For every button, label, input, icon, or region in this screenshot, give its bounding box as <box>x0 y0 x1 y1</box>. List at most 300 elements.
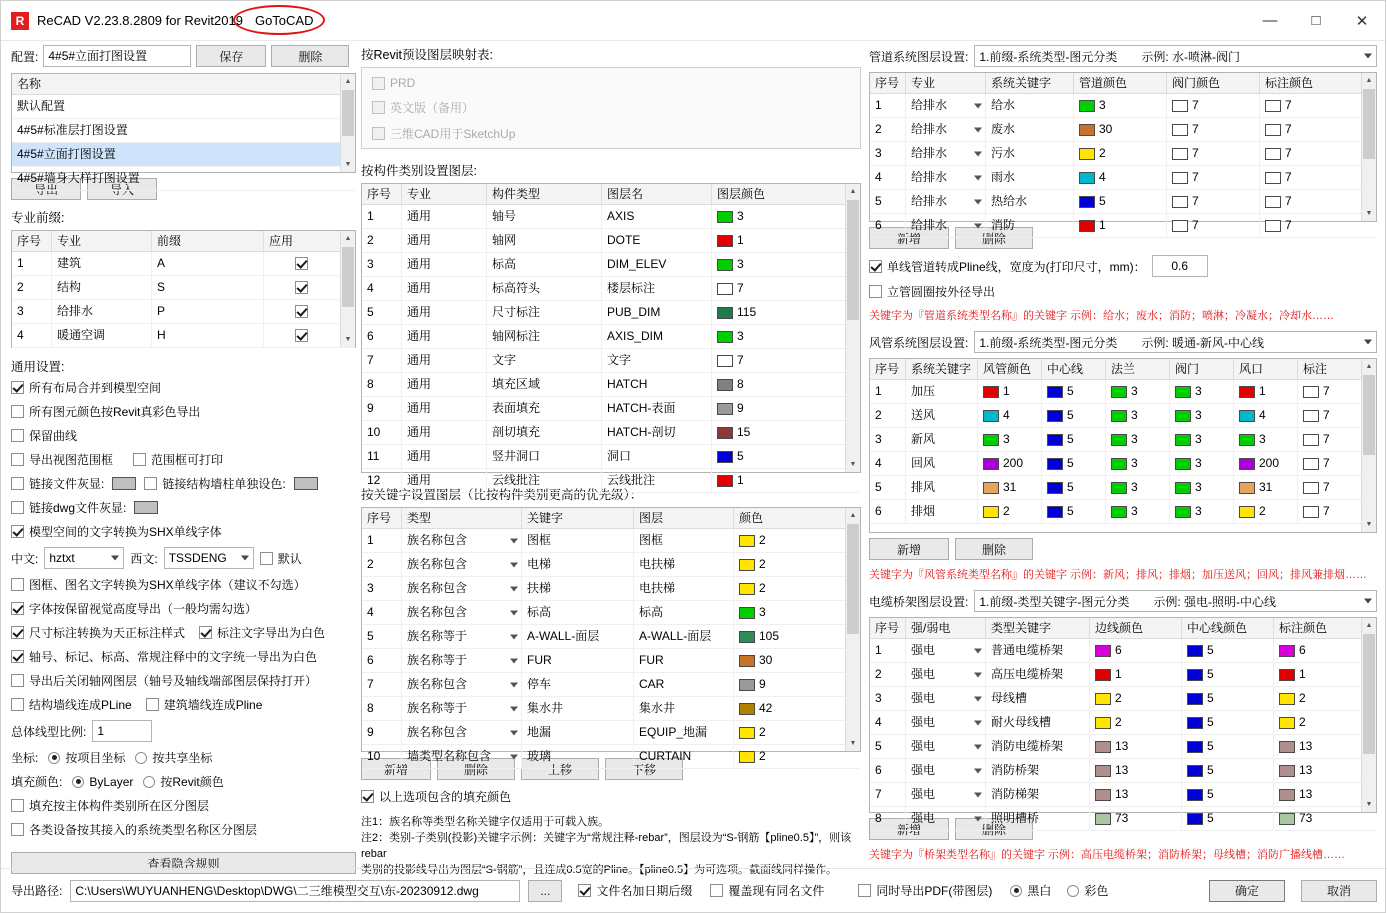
cell-flange-color-swatch[interactable] <box>1111 482 1127 494</box>
scroll-thumb[interactable] <box>1363 89 1375 159</box>
cell-duct-color-swatch[interactable] <box>983 458 999 470</box>
cell-keyword[interactable]: 普通电缆桥架 <box>986 639 1090 663</box>
cell-power-select[interactable] <box>911 759 985 783</box>
export-config-button[interactable]: 导出 <box>11 178 81 200</box>
cell-valve-color-swatch[interactable] <box>1172 220 1188 232</box>
cell-note-color[interactable] <box>1260 94 1340 118</box>
checkbox-icon[interactable] <box>11 602 24 615</box>
pipe-table-scrollbar[interactable] <box>1361 73 1376 221</box>
radio-icon[interactable] <box>72 776 84 788</box>
cell-layer-color-swatch[interactable] <box>717 235 733 247</box>
cell-major-select[interactable] <box>911 142 985 166</box>
checkbox-axis-text-white[interactable] <box>11 648 356 665</box>
cell-color-swatch[interactable] <box>739 655 755 667</box>
browse-button[interactable]: ... <box>528 880 562 902</box>
checkbox-icon[interactable] <box>11 381 24 394</box>
scroll-down-icon[interactable]: ▼ <box>341 332 355 347</box>
cell-major-select[interactable] <box>911 118 985 142</box>
checkbox-icon[interactable] <box>11 501 24 514</box>
checkbox-icon[interactable] <box>11 578 24 591</box>
scroll-up-icon[interactable]: ▲ <box>846 184 860 199</box>
cell-type[interactable] <box>402 625 522 649</box>
table-row[interactable] <box>362 577 860 601</box>
cell-layer-color-swatch[interactable] <box>717 307 733 319</box>
cell-layer-color-swatch[interactable] <box>717 331 733 343</box>
checkbox-arch-wall-pline[interactable] <box>146 696 263 713</box>
table-row[interactable] <box>870 166 1376 190</box>
cell-type-select[interactable] <box>407 649 521 673</box>
cell-major-select[interactable] <box>911 214 985 238</box>
cell-edge-color-swatch[interactable] <box>1095 741 1111 753</box>
cell-center-color[interactable] <box>1042 404 1106 428</box>
checkbox-pipe-to-pline[interactable] <box>869 258 1146 275</box>
cell-layer[interactable]: 图框 <box>634 529 734 553</box>
cell-flange-color[interactable] <box>1106 452 1170 476</box>
cell-keyword[interactable]: 照明槽桥 <box>986 807 1090 831</box>
cell-note-color-swatch[interactable] <box>1265 220 1281 232</box>
cell-keyword[interactable]: 母线槽 <box>986 687 1090 711</box>
cell-valve-color[interactable] <box>1167 166 1260 190</box>
cell-edge-color[interactable] <box>1090 807 1182 831</box>
cell-pipe-color[interactable] <box>1074 166 1167 190</box>
cell-center-color[interactable] <box>1182 663 1274 687</box>
cell-center-color[interactable] <box>1182 807 1274 831</box>
checkbox-dim-tianzheng[interactable] <box>11 624 185 641</box>
category-layer-table[interactable] <box>361 183 861 487</box>
cell-color[interactable] <box>734 673 824 697</box>
checkbox-struct-wall-pline[interactable] <box>11 696 132 713</box>
cell-duct-color-swatch[interactable] <box>983 482 999 494</box>
radio-icon[interactable] <box>48 752 60 764</box>
checkbox-icon[interactable] <box>11 429 24 442</box>
checkbox-icon[interactable] <box>260 552 273 565</box>
cell-layer-color-swatch[interactable] <box>717 211 733 223</box>
cell-duct-color-swatch[interactable] <box>983 506 999 518</box>
cell-edge-color[interactable] <box>1090 735 1182 759</box>
cell-major[interactable]: 通用 <box>402 469 487 493</box>
scroll-down-icon[interactable]: ▼ <box>341 157 355 172</box>
cell-valve-color[interactable] <box>1167 118 1260 142</box>
cell-edge-color-swatch[interactable] <box>1095 717 1111 729</box>
pipe-table[interactable] <box>869 72 1377 232</box>
table-row[interactable] <box>362 649 860 673</box>
list-item[interactable] <box>12 119 355 143</box>
checkbox-prd[interactable] <box>372 76 850 90</box>
cell-major[interactable] <box>906 166 986 190</box>
cell-keyword[interactable]: 送风 <box>906 404 978 428</box>
cell-major[interactable] <box>906 142 986 166</box>
cell-center-color-swatch[interactable] <box>1047 386 1063 398</box>
table-row[interactable] <box>362 205 860 229</box>
cell-layer[interactable]: HATCH-表面 <box>602 397 712 421</box>
checkbox-icon[interactable] <box>11 823 24 836</box>
cell-keyword[interactable]: 消防电缆桥架 <box>986 735 1090 759</box>
cell-center-color-swatch[interactable] <box>1187 669 1203 681</box>
cell-layer[interactable]: DOTE <box>602 229 712 253</box>
checkbox-icon[interactable] <box>199 626 212 639</box>
cell-type[interactable] <box>402 553 522 577</box>
table-row[interactable] <box>362 553 860 577</box>
cell-major[interactable] <box>906 118 986 142</box>
cell-note-color[interactable] <box>1260 142 1340 166</box>
cell-valve-color[interactable] <box>1167 190 1260 214</box>
cell-apply[interactable] <box>264 276 334 300</box>
radio-bw[interactable] <box>1010 882 1051 899</box>
cell-valve-color[interactable] <box>1170 404 1234 428</box>
cell-type[interactable]: 竖井洞口 <box>487 445 602 469</box>
cell-duct-color[interactable] <box>978 404 1042 428</box>
ok-button[interactable]: 确定 <box>1209 880 1285 902</box>
cell-power[interactable] <box>906 759 986 783</box>
cell-prefix[interactable]: A <box>152 252 264 276</box>
cell-note-color-swatch[interactable] <box>1279 741 1295 753</box>
cell-center-color[interactable] <box>1042 452 1106 476</box>
apply-checkbox[interactable] <box>295 257 308 270</box>
prefix-table-scrollbar[interactable] <box>340 231 355 347</box>
cell-keyword[interactable]: 消防 <box>986 214 1074 238</box>
cell-type-select[interactable] <box>407 745 521 769</box>
cell-pipe-color-swatch[interactable] <box>1079 220 1095 232</box>
cell-color-swatch[interactable] <box>739 703 755 715</box>
cell-note-color-swatch[interactable] <box>1279 813 1295 825</box>
cell-type[interactable]: 文字 <box>487 349 602 373</box>
table-row[interactable] <box>12 324 355 348</box>
table-row[interactable] <box>870 663 1376 687</box>
cell-keyword[interactable]: 扶梯 <box>522 577 634 601</box>
cell-center-color[interactable] <box>1182 783 1274 807</box>
table-row[interactable] <box>362 373 860 397</box>
cell-keyword[interactable]: 集水井 <box>522 697 634 721</box>
checkbox-export-pdf[interactable] <box>858 882 992 899</box>
cell-flange-color[interactable] <box>1106 500 1170 524</box>
cell-type-select[interactable] <box>407 553 521 577</box>
cell-keyword[interactable]: 消防梯架 <box>986 783 1090 807</box>
table-row[interactable] <box>870 759 1376 783</box>
cell-duct-color[interactable] <box>978 500 1042 524</box>
checkbox-icon[interactable] <box>869 260 882 273</box>
cell-duct-color[interactable] <box>978 476 1042 500</box>
cell-note-color-swatch[interactable] <box>1279 669 1295 681</box>
duct-delete-button[interactable]: 删除 <box>955 538 1033 560</box>
west-font-select[interactable] <box>164 547 254 569</box>
table-row[interactable] <box>362 229 860 253</box>
cell-color[interactable] <box>734 601 824 625</box>
cell-major[interactable]: 通用 <box>402 205 487 229</box>
cell-edge-color-swatch[interactable] <box>1095 645 1111 657</box>
cell-layer[interactable]: EQUIP_地漏 <box>634 721 734 745</box>
cell-color[interactable] <box>734 553 824 577</box>
cell-color[interactable] <box>734 577 824 601</box>
cell-pipe-color-swatch[interactable] <box>1079 100 1095 112</box>
cell-valve-color[interactable] <box>1167 214 1260 238</box>
apply-checkbox[interactable] <box>295 305 308 318</box>
cell-outlet-color-swatch[interactable] <box>1239 458 1255 470</box>
cell-flange-color[interactable] <box>1106 428 1170 452</box>
cell-flange-color-swatch[interactable] <box>1111 434 1127 446</box>
line-scale-input[interactable]: 1 <box>92 720 152 742</box>
cell-outlet-color[interactable] <box>1234 476 1298 500</box>
pipe-pline-width-input[interactable]: 0.6 <box>1152 255 1208 277</box>
cell-outlet-color-swatch[interactable] <box>1239 506 1255 518</box>
table-row[interactable] <box>362 253 860 277</box>
table-row[interactable] <box>870 404 1376 428</box>
scroll-down-icon[interactable]: ▼ <box>1362 797 1376 812</box>
cell-valve-color-swatch[interactable] <box>1175 458 1191 470</box>
config-list-scrollbar[interactable] <box>340 74 355 172</box>
table-row[interactable] <box>870 452 1376 476</box>
cell-color[interactable] <box>734 721 824 745</box>
cell-note-color[interactable] <box>1298 380 1350 404</box>
cell-center-color-swatch[interactable] <box>1187 645 1203 657</box>
checkbox-icon[interactable] <box>11 674 24 687</box>
table-row[interactable] <box>870 190 1376 214</box>
cell-power[interactable] <box>906 639 986 663</box>
cell-layer[interactable]: CURTAIN <box>634 745 734 769</box>
cell-note-color[interactable] <box>1274 711 1340 735</box>
cell-layer[interactable]: HATCH <box>602 373 712 397</box>
table-row[interactable] <box>870 639 1376 663</box>
cell-type[interactable]: 轴号 <box>487 205 602 229</box>
move-down-button[interactable]: 下移 <box>605 758 683 780</box>
cell-pipe-color[interactable] <box>1074 190 1167 214</box>
table-row[interactable] <box>870 711 1376 735</box>
cell-keyword[interactable]: 电梯 <box>522 553 634 577</box>
cell-outlet-color[interactable] <box>1234 404 1298 428</box>
cell-outlet-color-swatch[interactable] <box>1239 482 1255 494</box>
cell-duct-color-swatch[interactable] <box>983 434 999 446</box>
pipe-naming-select[interactable] <box>974 45 1377 67</box>
cell-outlet-color[interactable] <box>1234 380 1298 404</box>
cell-center-color-swatch[interactable] <box>1187 693 1203 705</box>
cell-apply[interactable] <box>264 252 334 276</box>
cell-type-select[interactable] <box>407 697 521 721</box>
cell-type[interactable]: 标高 <box>487 253 602 277</box>
cell-type[interactable] <box>402 745 522 769</box>
cell-keyword[interactable]: FUR <box>522 649 634 673</box>
table-row[interactable] <box>870 735 1376 759</box>
cell-note-color[interactable] <box>1260 166 1340 190</box>
cell-center-color-swatch[interactable] <box>1047 482 1063 494</box>
cell-duct-color[interactable] <box>978 428 1042 452</box>
cell-edge-color-swatch[interactable] <box>1095 669 1111 681</box>
cell-layer-color[interactable] <box>712 325 822 349</box>
duct-naming-select[interactable] <box>974 331 1377 353</box>
cell-keyword[interactable]: 耐火母线槽 <box>986 711 1090 735</box>
table-row[interactable] <box>870 807 1376 831</box>
cell-center-color-swatch[interactable] <box>1187 717 1203 729</box>
cell-note-color-swatch[interactable] <box>1279 645 1295 657</box>
table-row[interactable] <box>362 445 860 469</box>
cell-major-select[interactable] <box>911 166 985 190</box>
checkbox-close-axis-layer[interactable] <box>11 672 356 689</box>
cell-major[interactable]: 给排水 <box>52 300 152 324</box>
cell-color[interactable] <box>734 649 824 673</box>
scroll-up-icon[interactable]: ▲ <box>1362 618 1376 633</box>
cell-valve-color-swatch[interactable] <box>1172 124 1188 136</box>
checkbox-link-struct-color[interactable] <box>144 475 285 492</box>
cell-keyword[interactable]: 高压电缆桥架 <box>986 663 1090 687</box>
cell-power-select[interactable] <box>911 639 985 663</box>
config-input[interactable]: 4#5#立面打图设置 <box>43 45 191 67</box>
cell-note-color-swatch[interactable] <box>1303 434 1319 446</box>
cell-outlet-color-swatch[interactable] <box>1239 386 1255 398</box>
cell-valve-color-swatch[interactable] <box>1175 386 1191 398</box>
cell-layer-color[interactable] <box>712 349 822 373</box>
cell-keyword[interactable]: 污水 <box>986 142 1074 166</box>
checkbox-icon[interactable] <box>144 477 157 490</box>
cell-note-color[interactable] <box>1298 476 1350 500</box>
cell-keyword[interactable]: 地漏 <box>522 721 634 745</box>
cell-power[interactable] <box>906 687 986 711</box>
cell-layer-color-swatch[interactable] <box>717 403 733 415</box>
link-dwg-color-swatch[interactable] <box>134 501 158 514</box>
category-table-scrollbar[interactable] <box>845 184 860 472</box>
cell-valve-color[interactable] <box>1167 142 1260 166</box>
table-row[interactable] <box>12 276 355 300</box>
cell-type[interactable]: 表面填充 <box>487 397 602 421</box>
cell-type[interactable] <box>402 529 522 553</box>
cell-keyword[interactable]: 雨水 <box>986 166 1074 190</box>
scroll-down-icon[interactable]: ▼ <box>1362 517 1376 532</box>
cell-note-color[interactable] <box>1298 404 1350 428</box>
duct-add-button[interactable]: 新增 <box>869 538 949 560</box>
cell-edge-color[interactable] <box>1090 687 1182 711</box>
cell-layer[interactable]: HATCH-剖切 <box>602 421 712 445</box>
cell-duct-color[interactable] <box>978 380 1042 404</box>
scroll-thumb[interactable] <box>342 247 354 307</box>
cell-edge-color[interactable] <box>1090 639 1182 663</box>
cell-type[interactable] <box>402 649 522 673</box>
move-up-button[interactable]: 上移 <box>521 758 599 780</box>
scroll-thumb[interactable] <box>342 90 354 136</box>
checkbox-overwrite[interactable] <box>710 882 824 899</box>
cell-prefix[interactable]: H <box>152 324 264 348</box>
cell-pipe-color[interactable] <box>1074 142 1167 166</box>
cell-note-color-swatch[interactable] <box>1265 124 1281 136</box>
apply-checkbox[interactable] <box>295 281 308 294</box>
cell-type-select[interactable] <box>407 673 521 697</box>
cell-note-color[interactable] <box>1260 214 1340 238</box>
tray-delete-button[interactable]: 删除 <box>955 818 1033 840</box>
cell-layer-color[interactable] <box>712 205 822 229</box>
table-row[interactable] <box>362 277 860 301</box>
cell-center-color-swatch[interactable] <box>1047 506 1063 518</box>
checkbox-icon[interactable] <box>11 698 24 711</box>
checkbox-dim-white[interactable] <box>199 624 325 641</box>
cell-type-select[interactable] <box>407 529 521 553</box>
cell-center-color-swatch[interactable] <box>1187 741 1203 753</box>
cell-layer-color[interactable] <box>712 469 822 493</box>
cell-outlet-color-swatch[interactable] <box>1239 434 1255 446</box>
cell-power-select[interactable] <box>911 783 985 807</box>
cell-major[interactable]: 通用 <box>402 277 487 301</box>
cell-major[interactable]: 结构 <box>52 276 152 300</box>
cell-power-select[interactable] <box>911 807 985 831</box>
cell-power-select[interactable] <box>911 711 985 735</box>
cell-flange-color[interactable] <box>1106 476 1170 500</box>
cell-layer-color[interactable] <box>712 277 822 301</box>
cell-flange-color-swatch[interactable] <box>1111 506 1127 518</box>
cell-valve-color-swatch[interactable] <box>1172 172 1188 184</box>
cell-major[interactable]: 建筑 <box>52 252 152 276</box>
cell-layer[interactable]: 洞口 <box>602 445 712 469</box>
cell-note-color[interactable] <box>1298 452 1350 476</box>
delete-row-button[interactable]: 删除 <box>437 758 515 780</box>
cell-power[interactable] <box>906 735 986 759</box>
tray-add-button[interactable]: 新增 <box>869 818 949 840</box>
cell-valve-color-swatch[interactable] <box>1172 100 1188 112</box>
cell-note-color[interactable] <box>1274 783 1340 807</box>
cell-layer[interactable]: 云线批注 <box>602 469 712 493</box>
tray-table-scrollbar[interactable] <box>1361 618 1376 812</box>
cell-center-color-swatch[interactable] <box>1047 410 1063 422</box>
cell-layer[interactable]: 楼层标注 <box>602 277 712 301</box>
list-item[interactable] <box>12 95 355 119</box>
cell-note-color[interactable] <box>1298 500 1350 524</box>
cell-valve-color-swatch[interactable] <box>1175 506 1191 518</box>
checkbox-icon[interactable] <box>11 453 24 466</box>
cell-keyword[interactable]: 给水 <box>986 94 1074 118</box>
link-gray-color-swatch[interactable] <box>112 477 136 490</box>
cell-pipe-color-swatch[interactable] <box>1079 172 1095 184</box>
cell-layer-color-swatch[interactable] <box>717 379 733 391</box>
cell-center-color-swatch[interactable] <box>1187 765 1203 777</box>
cell-valve-color[interactable] <box>1167 94 1260 118</box>
cell-type[interactable] <box>402 673 522 697</box>
cell-edge-color[interactable] <box>1090 711 1182 735</box>
duct-table[interactable] <box>869 358 1377 533</box>
pipe-add-button[interactable]: 新增 <box>869 227 949 249</box>
keyword-layer-table[interactable] <box>361 507 861 763</box>
cell-major[interactable]: 通用 <box>402 397 487 421</box>
cell-major[interactable]: 通用 <box>402 349 487 373</box>
radio-coord-shared[interactable] <box>135 749 212 766</box>
cell-note-color-swatch[interactable] <box>1303 458 1319 470</box>
cell-layer-color-swatch[interactable] <box>717 427 733 439</box>
cell-outlet-color[interactable] <box>1234 428 1298 452</box>
cell-major-select[interactable] <box>911 94 985 118</box>
cell-outlet-color[interactable] <box>1234 500 1298 524</box>
radio-fill-revit[interactable] <box>143 773 223 790</box>
cell-note-color-swatch[interactable] <box>1279 789 1295 801</box>
cell-color[interactable] <box>734 745 824 769</box>
cell-pipe-color[interactable] <box>1074 214 1167 238</box>
cell-power[interactable] <box>906 663 986 687</box>
cell-keyword[interactable]: 回风 <box>906 452 978 476</box>
cell-center-color-swatch[interactable] <box>1047 458 1063 470</box>
cell-layer[interactable]: 电扶梯 <box>634 553 734 577</box>
radio-icon[interactable] <box>143 776 155 788</box>
scroll-down-icon[interactable]: ▼ <box>846 736 860 751</box>
cell-layer-color-swatch[interactable] <box>717 283 733 295</box>
cell-valve-color[interactable] <box>1170 452 1234 476</box>
table-row[interactable] <box>362 601 860 625</box>
cell-layer-color[interactable] <box>712 397 822 421</box>
cell-flange-color-swatch[interactable] <box>1111 410 1127 422</box>
cell-layer[interactable]: A-WALL-面层 <box>634 625 734 649</box>
cell-layer[interactable]: AXIS_DIM <box>602 325 712 349</box>
cell-edge-color[interactable] <box>1090 663 1182 687</box>
cell-valve-color[interactable] <box>1170 476 1234 500</box>
checkbox-frame-text-shx[interactable] <box>11 576 356 593</box>
table-row[interactable] <box>362 721 860 745</box>
checkbox-icon[interactable] <box>11 650 24 663</box>
cell-major[interactable]: 通用 <box>402 325 487 349</box>
cell-valve-color[interactable] <box>1170 380 1234 404</box>
scroll-thumb[interactable] <box>847 524 859 634</box>
checkbox-icon[interactable] <box>372 101 385 114</box>
cell-pipe-color[interactable] <box>1074 118 1167 142</box>
